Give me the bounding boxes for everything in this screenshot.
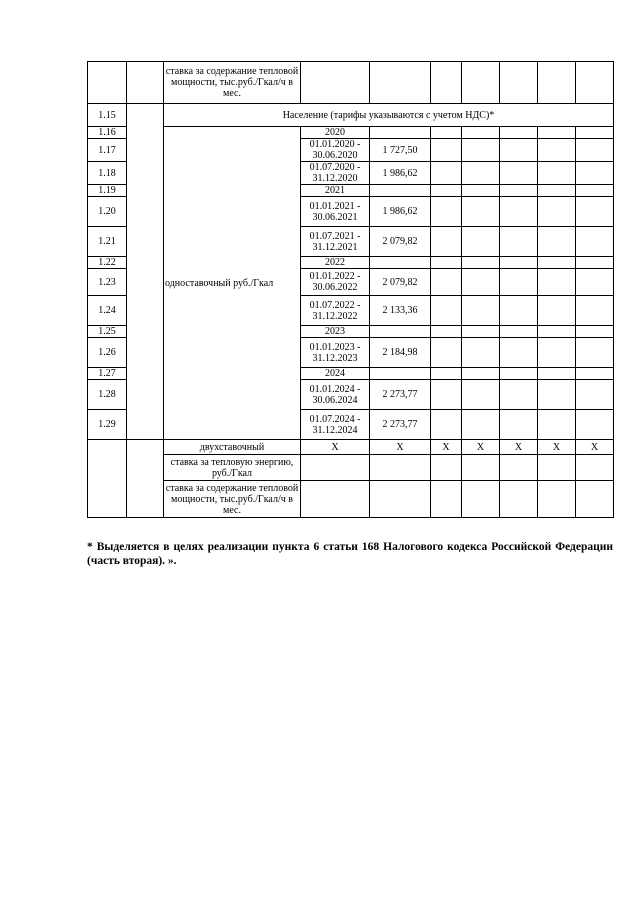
- empty-cell: [462, 380, 500, 410]
- empty-cell: [500, 326, 538, 338]
- table-row: [88, 104, 614, 127]
- empty-cell: [576, 257, 614, 269]
- period-cell: 2021: [301, 185, 370, 197]
- tariff-value: [370, 326, 431, 338]
- empty-cell: [500, 162, 538, 185]
- empty-cell: [576, 127, 614, 139]
- empty-cell: [462, 338, 500, 368]
- empty-cell: [500, 257, 538, 269]
- period-cell: 01.07.2020 - 31.12.2020: [301, 162, 370, 185]
- empty-cell: [462, 326, 500, 338]
- x-mark: X: [462, 440, 500, 455]
- empty-cell: [500, 410, 538, 440]
- tariff-value: 1 986,62: [370, 162, 431, 185]
- empty-cell: [462, 162, 500, 185]
- tariff-value: 2 079,82: [370, 269, 431, 296]
- empty-cell: [500, 269, 538, 296]
- row-number: 1.18: [88, 162, 127, 185]
- tariff-value: 2 133,36: [370, 296, 431, 326]
- two-rate-label: двухставочный: [164, 440, 301, 455]
- x-mark: X: [301, 440, 370, 455]
- period-cell: 2022: [301, 257, 370, 269]
- tariff-table: [87, 61, 614, 518]
- empty-cell: [431, 127, 462, 139]
- period-cell: 2020: [301, 127, 370, 139]
- row-number: 1.29: [88, 410, 127, 440]
- footnote: * Выделяется в целях реализации пункта 6 статьи 168 Налогового кодекса Российской Федерации (часть вторая). ».: [87, 541, 613, 567]
- period-cell: 01.01.2021 - 30.06.2021: [301, 197, 370, 227]
- x-mark: X: [370, 440, 431, 455]
- empty-cell: [576, 227, 614, 257]
- period-cell: 01.07.2022 - 31.12.2022: [301, 296, 370, 326]
- empty-cell: [500, 185, 538, 197]
- empty-cell: [431, 326, 462, 338]
- tariff-value: 1 727,50: [370, 139, 431, 162]
- row-number: 1.25: [88, 326, 127, 338]
- empty-cell: [576, 368, 614, 380]
- empty-cell: [538, 139, 576, 162]
- empty-cell: [431, 338, 462, 368]
- period-cell: 2023: [301, 326, 370, 338]
- empty-cell: [538, 380, 576, 410]
- empty-cell: [462, 227, 500, 257]
- x-mark: X: [538, 440, 576, 455]
- empty-cell: [431, 269, 462, 296]
- empty-cell: [431, 257, 462, 269]
- tariff-value: 2 184,98: [370, 338, 431, 368]
- row-number: 1.28: [88, 380, 127, 410]
- empty-cell: [538, 257, 576, 269]
- one-rate-label: одноставочный руб./Гкал: [164, 127, 301, 440]
- x-mark: X: [431, 440, 462, 455]
- table-row: [88, 440, 614, 455]
- empty-cell: [576, 162, 614, 185]
- empty-cell: [538, 338, 576, 368]
- empty-cell: [431, 197, 462, 227]
- empty-cell: [500, 197, 538, 227]
- empty-cell: [462, 368, 500, 380]
- row-number: 1.19: [88, 185, 127, 197]
- tariff-value: [370, 185, 431, 197]
- row-number: 1.15: [88, 104, 127, 127]
- x-mark: X: [500, 440, 538, 455]
- table-row: [88, 481, 614, 518]
- empty-cell: [462, 257, 500, 269]
- empty-cell: [538, 410, 576, 440]
- empty-cell: [576, 269, 614, 296]
- empty-cell: [576, 197, 614, 227]
- period-cell: 01.07.2024 - 31.12.2024: [301, 410, 370, 440]
- empty-cell: [538, 197, 576, 227]
- tariff-value: 2 079,82: [370, 227, 431, 257]
- empty-cell: [431, 410, 462, 440]
- empty-cell: [500, 296, 538, 326]
- empty-cell: [500, 380, 538, 410]
- empty-cell: [538, 162, 576, 185]
- empty-cell: [538, 296, 576, 326]
- tariff-value: [370, 257, 431, 269]
- empty-cell: [538, 227, 576, 257]
- row-number: 1.20: [88, 197, 127, 227]
- blank-column-cell: [127, 104, 164, 440]
- table-row: [88, 62, 614, 104]
- period-cell: 2024: [301, 368, 370, 380]
- x-mark: X: [576, 440, 614, 455]
- empty-cell: [576, 185, 614, 197]
- row-number: 1.27: [88, 368, 127, 380]
- tariff-value: [370, 127, 431, 139]
- row-number: 1.23: [88, 269, 127, 296]
- empty-cell: [431, 296, 462, 326]
- row-number: 1.24: [88, 296, 127, 326]
- empty-cell: [576, 410, 614, 440]
- empty-cell: [462, 127, 500, 139]
- rate-label: ставка за содержание тепловой мощности, тыс.руб./Гкал/ч в мес.: [164, 481, 301, 518]
- empty-cell: [538, 185, 576, 197]
- tariff-value: [370, 368, 431, 380]
- empty-cell: [462, 410, 500, 440]
- period-cell: 01.01.2023 - 31.12.2023: [301, 338, 370, 368]
- row-number: 1.16: [88, 127, 127, 139]
- empty-cell: [538, 368, 576, 380]
- empty-cell: [431, 227, 462, 257]
- tariff-value: 2 273,77: [370, 380, 431, 410]
- empty-cell: [538, 269, 576, 296]
- empty-cell: [538, 127, 576, 139]
- empty-cell: [500, 139, 538, 162]
- empty-cell: [462, 197, 500, 227]
- empty-cell: [538, 326, 576, 338]
- row-number: 1.21: [88, 227, 127, 257]
- empty-cell: [500, 338, 538, 368]
- period-cell: 01.01.2024 - 30.06.2024: [301, 380, 370, 410]
- row-number: 1.17: [88, 139, 127, 162]
- capacity-rate-label: ставка за содержание тепловой мощности, тыс.руб./Гкал/ч в мес.: [164, 62, 301, 104]
- row-number: 1.22: [88, 257, 127, 269]
- period-cell: 01.07.2021 - 31.12.2021: [301, 227, 370, 257]
- empty-cell: [576, 326, 614, 338]
- rate-label: ставка за тепловую энергию, руб./Гкал: [164, 455, 301, 481]
- empty-cell: [462, 269, 500, 296]
- empty-cell: [500, 227, 538, 257]
- empty-cell: [431, 185, 462, 197]
- empty-cell: [576, 380, 614, 410]
- empty-cell: [462, 185, 500, 197]
- empty-cell: [462, 139, 500, 162]
- empty-cell: [431, 368, 462, 380]
- empty-cell: [500, 127, 538, 139]
- empty-cell: [500, 368, 538, 380]
- tariff-value: 1 986,62: [370, 197, 431, 227]
- table-row: [88, 127, 614, 139]
- period-cell: 01.01.2022 - 30.06.2022: [301, 269, 370, 296]
- empty-cell: [576, 296, 614, 326]
- empty-cell: [431, 380, 462, 410]
- empty-cell: [576, 338, 614, 368]
- row-number: 1.26: [88, 338, 127, 368]
- empty-cell: [576, 139, 614, 162]
- empty-cell: [431, 139, 462, 162]
- table-row: [88, 455, 614, 481]
- population-section-title: Население (тарифы указываются с учетом НДС)*: [164, 104, 614, 127]
- tariff-value: 2 273,77: [370, 410, 431, 440]
- empty-cell: [431, 162, 462, 185]
- empty-cell: [462, 296, 500, 326]
- period-cell: 01.01.2020 - 30.06.2020: [301, 139, 370, 162]
